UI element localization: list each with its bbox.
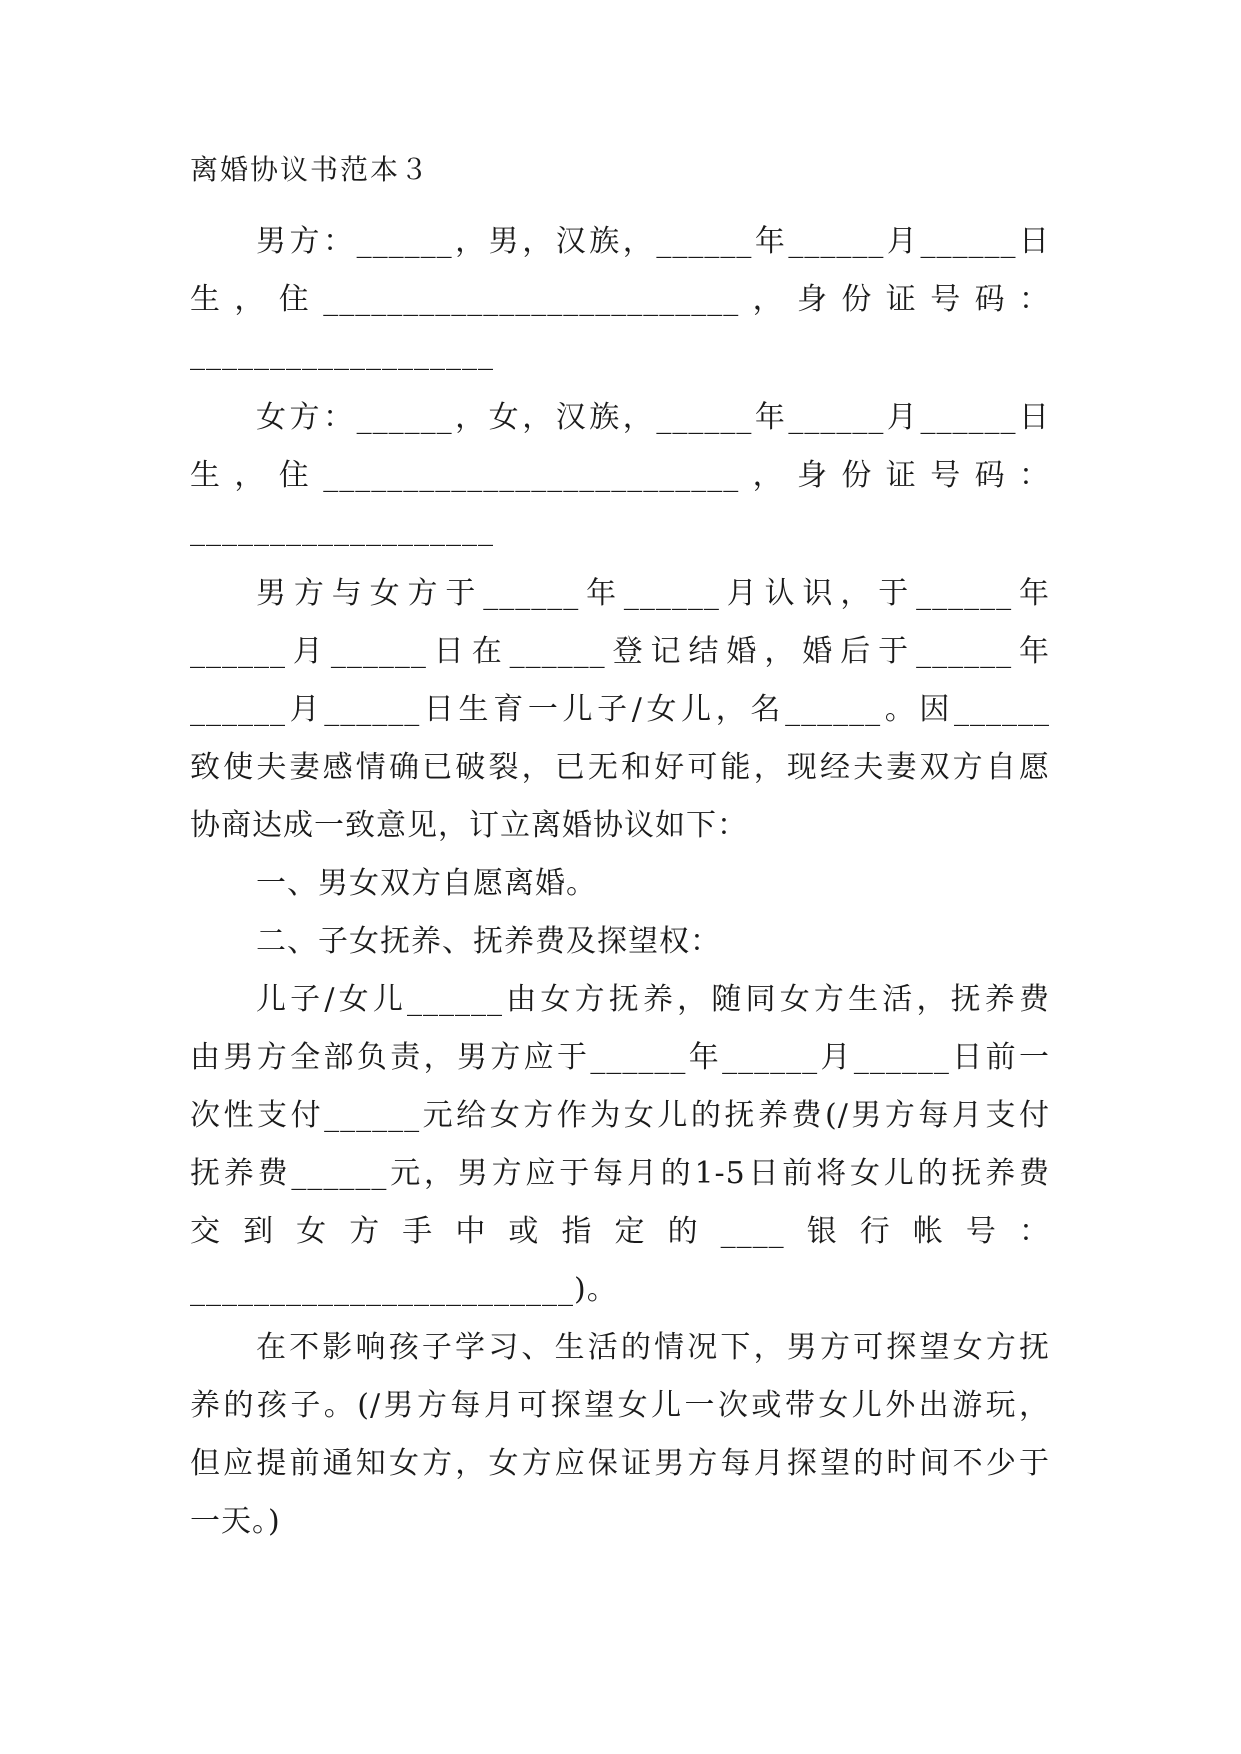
husband-line-3: ___________________ (190, 336, 494, 371)
visitation-line-2: 养的孩子。(/男方每月可探望女儿一次或带女儿外出游玩， (190, 1388, 1050, 1423)
document-title: 离婚协议书范本３ (190, 153, 431, 186)
husband-line-2: 生，住__________________________，身份证号码： (190, 282, 1050, 317)
custody-line-2: 由男方全部负责，男方应于______年______月______日前一 (190, 1040, 1050, 1075)
visitation-line-4: 一天。) (190, 1504, 281, 1539)
wife-line-1: 女方：______，女，汉族，______年______月______日 (256, 400, 1050, 435)
custody-line-5: 交到女方手中或指定的____银行帐号： (190, 1214, 1050, 1249)
wife-line-2: 生，住__________________________，身份证号码： (190, 458, 1050, 493)
marriage-paragraph-line-5: 协商达成一致意见，订立离婚协议如下： (190, 808, 748, 843)
clause-1: 一、男女双方自愿离婚。 (256, 866, 597, 901)
marriage-paragraph-line-3: ______月______日生育一儿子/女儿，名______。因______ (190, 692, 1050, 727)
custody-line-6: ________________________)。 (190, 1272, 618, 1307)
custody-line-3: 次性支付______元给女方作为女儿的抚养费(/男方每月支付 (190, 1098, 1050, 1133)
marriage-paragraph-line-4: 致使夫妻感情确已破裂，已无和好可能，现经夫妻双方自愿 (190, 750, 1050, 785)
husband-line-1: 男方：______，男，汉族，______年______月______日 (256, 224, 1050, 259)
custody-line-4: 抚养费______元，男方应于每月的1-5日前将女儿的抚养费 (190, 1156, 1050, 1191)
marriage-paragraph-line-2: ______月______日在______登记结婚，婚后于______年 (190, 634, 1050, 669)
wife-line-3: ___________________ (190, 512, 494, 547)
visitation-line-1: 在不影响孩子学习、生活的情况下，男方可探望女方抚 (256, 1330, 1050, 1365)
marriage-paragraph-line-1: 男方与女方于______年______月认识，于______年 (256, 576, 1050, 611)
clause-2-heading: 二、子女抚养、抚养费及探望权： (256, 924, 721, 959)
custody-line-1: 儿子/女儿______由女方抚养，随同女方生活，抚养费 (256, 982, 1050, 1017)
visitation-line-3: 但应提前通知女方，女方应保证男方每月探望的时间不少于 (190, 1446, 1050, 1481)
